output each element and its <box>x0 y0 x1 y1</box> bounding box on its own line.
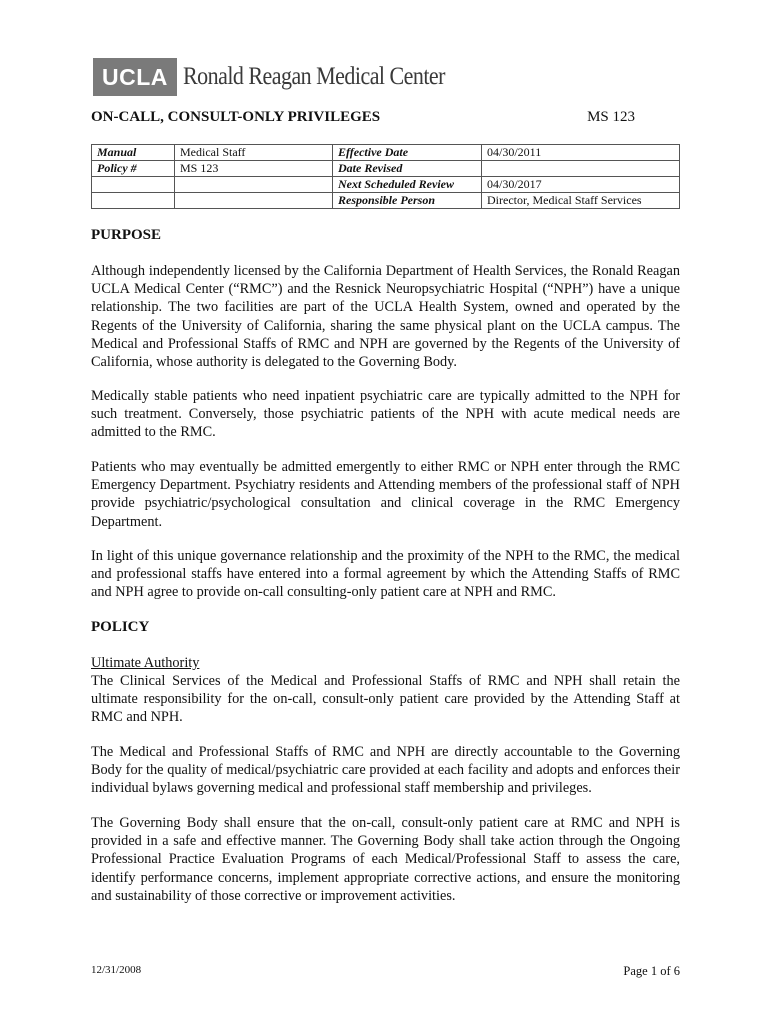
policy-paragraph: The Governing Body shall ensure that the on-call, consult-only patient care at RMC and NPH is provided in a safe and effective manner. The Governing Body shall take action through the Ongoing Professional Practice Evaluation Programs of each Medical/Professional Staff to assess the care, identify performance concerns, implement appropriate corrective actions, and ensure the monitoring and sustainability of those corrective or improvement activities. <box>91 815 680 904</box>
table-cell: Effective Date <box>333 145 482 161</box>
table-row <box>92 177 680 193</box>
table-row <box>92 193 680 209</box>
footer-date: 12/31/2008 <box>91 964 142 976</box>
table-cell <box>92 177 175 193</box>
table-cell: Director, Medical Staff Services <box>482 193 680 209</box>
document-header <box>91 109 680 126</box>
purpose-paragraph: Although independently licensed by the California Department of Health Services, the Ronald Reagan UCLA Medical Center (“RMC”) and the Resnick Neuropsychiatric Hospital (“NPH”) have a unique relationship. The two facilities are part of the UCLA Health System, owned and operated by the Regents of the University of California, sharing the same physical plant on the UCLA campus. The Medical and Professional Staffs of RMC and NPH are governed by the Regents of the University of California, whose authority is delegated to the Governing Body. <box>91 263 680 371</box>
table-cell: 04/30/2017 <box>482 177 680 193</box>
table-cell: Policy # <box>92 161 175 177</box>
table-cell: Responsible Person <box>333 193 482 209</box>
logo-name: Ronald Reagan Medical Center <box>182 63 445 90</box>
purpose-paragraph: Medically stable patients who need inpatient psychiatric care are typically admitted to the NPH for such treatment. Conversely, those psychiatric patients of the NPH with acute medical needs are admitted to the RMC. <box>91 388 680 441</box>
table-cell: Next Scheduled Review <box>333 177 482 193</box>
table-cell: Manual <box>92 145 175 161</box>
table-row <box>92 145 680 161</box>
purpose-paragraph: In light of this unique governance relationship and the proximity of the NPH to the RMC, the medical and professional staffs have entered into a formal agreement by which the Attending Staffs of RMC and NPH agree to provide on-call consulting-only patient care at NPH and RMC. <box>91 548 680 601</box>
table-row <box>92 161 680 177</box>
page-number: Page 1 of 6 <box>623 964 680 978</box>
table-cell: Medical Staff <box>175 145 333 161</box>
table-cell <box>175 177 333 193</box>
table-cell: Date Revised <box>333 161 482 177</box>
ucla-logo <box>93 58 481 96</box>
table-cell: MS 123 <box>175 161 333 177</box>
table-cell <box>175 193 333 209</box>
purpose-paragraph: Patients who may eventually be admitted emergently to either RMC or NPH enter through the RMC Emergency Department. Psychiatry residents and Attending members of the professional staff of NPH provide psychiatric/psychological consultation and clinical coverage in the RMC Emergency Department. <box>91 459 680 530</box>
policy-heading: POLICY <box>91 619 150 635</box>
policy-paragraph: The Medical and Professional Staffs of RMC and NPH are directly accountable to the Governing Body for the quality of medical/psychiatric care provided at each facility and adopts and enforces their individual bylaws governing medical and professional staff membership and privileges. <box>91 744 680 797</box>
policy-paragraph: The Clinical Services of the Medical and Professional Staffs of RMC and NPH shall retain the ultimate responsibility for the on-call, consult-only patient care provided by the Attending Staff at RMC and NPH. <box>91 673 680 726</box>
policy-subheading: Ultimate Authority <box>91 655 200 671</box>
document-title: ON-CALL, CONSULT-ONLY PRIVILEGES <box>91 109 381 125</box>
table-cell: 04/30/2011 <box>482 145 680 161</box>
purpose-heading: PURPOSE <box>91 227 162 243</box>
logo-badge: UCLA <box>93 58 177 96</box>
policy-info-table <box>91 144 680 209</box>
table-cell <box>92 193 175 209</box>
table-cell <box>482 161 680 177</box>
document-code: MS 123 <box>587 109 635 125</box>
